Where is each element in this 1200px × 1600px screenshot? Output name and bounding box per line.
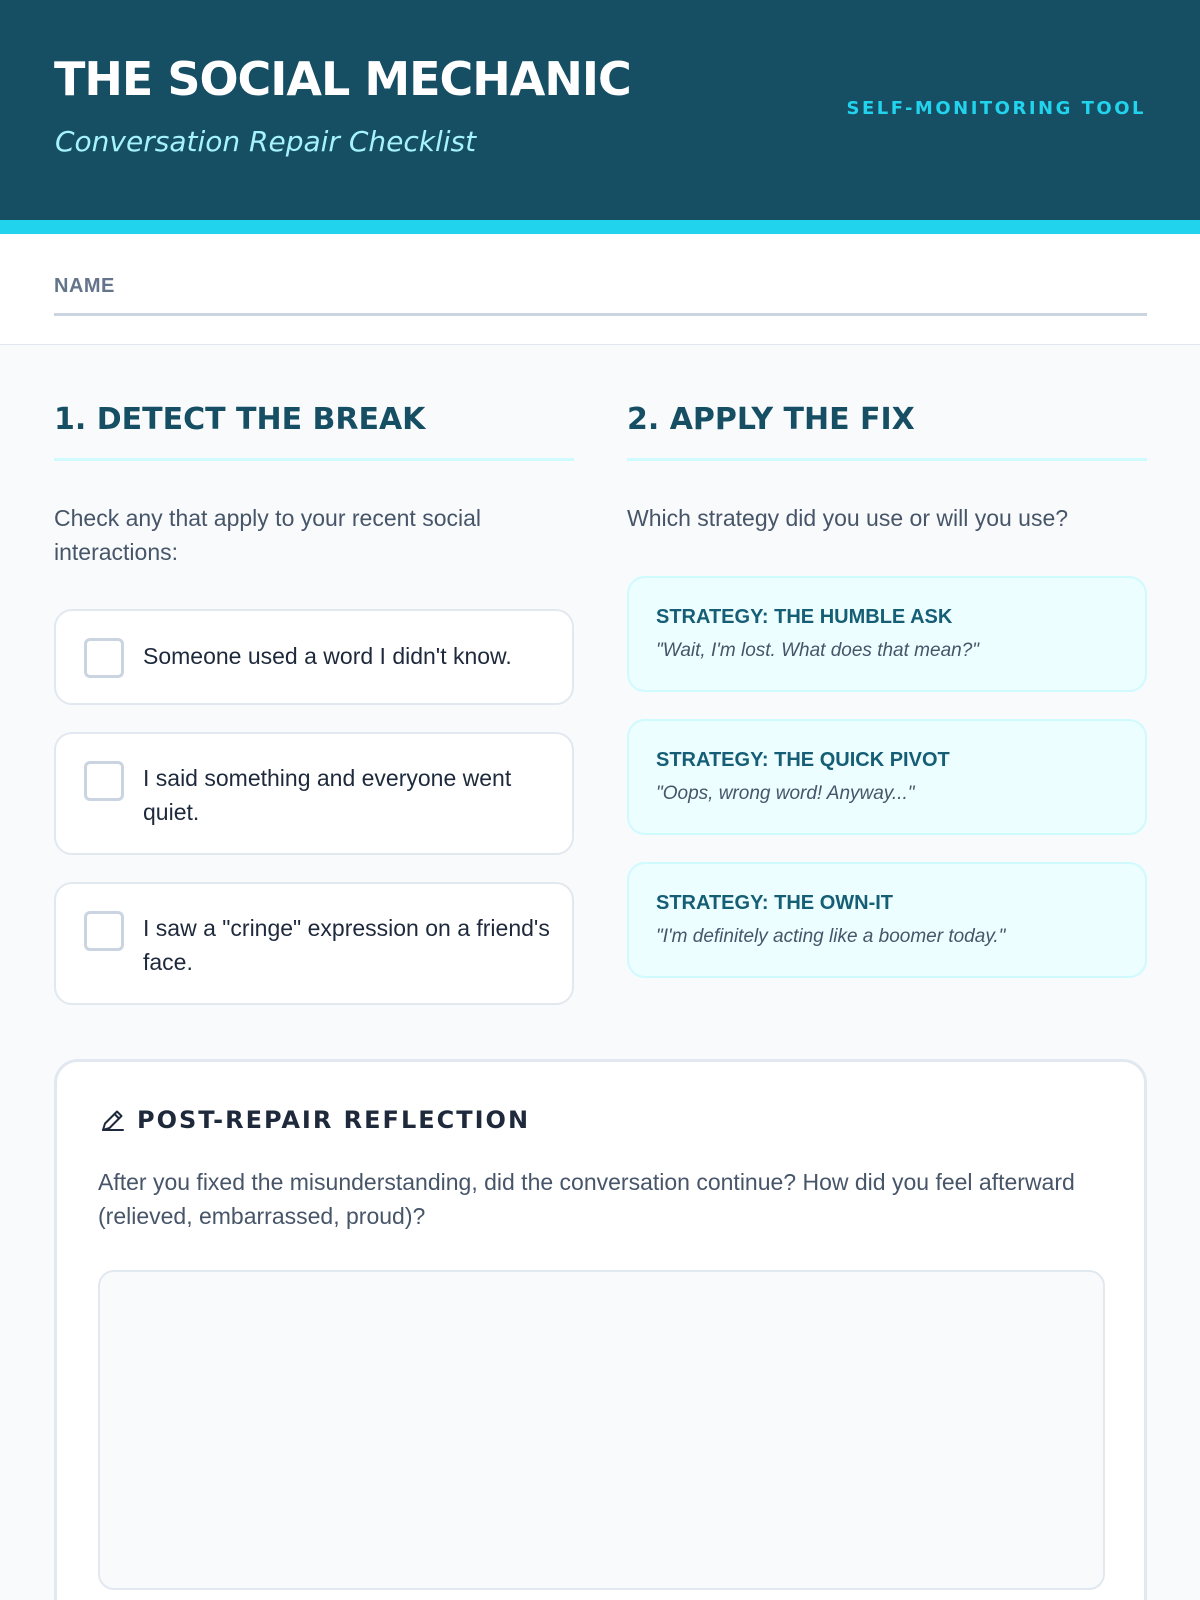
- strategy-quote: "I'm definitely acting like a boomer today.": [656, 926, 1006, 947]
- tool-badge: SELF-MONITORING TOOL: [846, 98, 1146, 119]
- checklist-item[interactable]: [54, 732, 574, 855]
- checklist-item-label: Someone used a word I didn't know.: [143, 643, 512, 669]
- strategy-name: STRATEGY: THE HUMBLE ASK: [656, 606, 953, 628]
- strategy-card[interactable]: [627, 862, 1147, 978]
- pen-icon: [98, 1107, 126, 1135]
- reflection-card: [54, 1059, 1147, 1600]
- strategy-name: STRATEGY: THE QUICK PIVOT: [656, 749, 950, 771]
- name-section: [0, 234, 1200, 345]
- header-accent-bar: [0, 220, 1200, 234]
- checklist-item[interactable]: [54, 609, 574, 705]
- strategy-card[interactable]: [627, 719, 1147, 835]
- checklist-item[interactable]: [54, 882, 574, 1005]
- detect-intro: Check any that apply to your recent social interactions:: [54, 505, 482, 565]
- strategy-quote: "Oops, wrong word! Anyway...": [656, 783, 915, 804]
- reflection-response-field[interactable]: [98, 1270, 1105, 1590]
- checkbox[interactable]: [84, 638, 124, 678]
- checkbox[interactable]: [84, 761, 124, 801]
- page-header: [0, 0, 1200, 220]
- reflection-title: POST-REPAIR REFLECTION: [137, 1106, 531, 1134]
- checkbox[interactable]: [84, 911, 124, 951]
- strategy-card[interactable]: [627, 576, 1147, 692]
- checklist-item-label: I saw a "cringe" expression on a friend's face.: [143, 915, 550, 975]
- fix-section-divider: [627, 458, 1147, 461]
- name-field[interactable]: [54, 313, 1147, 316]
- reflection-prompt: After you fixed the misunderstanding, did the conversation continue? How did you feel afterward (relieved, embarrassed, proud)?: [98, 1169, 1075, 1229]
- checklist-item-label: I said something and everyone went quiet.: [143, 765, 512, 825]
- page-subtitle: Conversation Repair Checklist: [55, 125, 477, 158]
- strategy-name: STRATEGY: THE OWN-IT: [656, 892, 894, 914]
- fix-section-title: 2. APPLY THE FIX: [627, 402, 915, 437]
- fix-intro: Which strategy did you use or will you use?: [627, 505, 1069, 531]
- strategy-quote: "Wait, I'm lost. What does that mean?": [656, 640, 980, 661]
- detect-section-title: 1. DETECT THE BREAK: [54, 402, 426, 437]
- page-title: THE SOCIAL MECHANIC: [54, 52, 631, 106]
- detect-section-divider: [54, 458, 574, 461]
- name-label: NAME: [54, 275, 115, 297]
